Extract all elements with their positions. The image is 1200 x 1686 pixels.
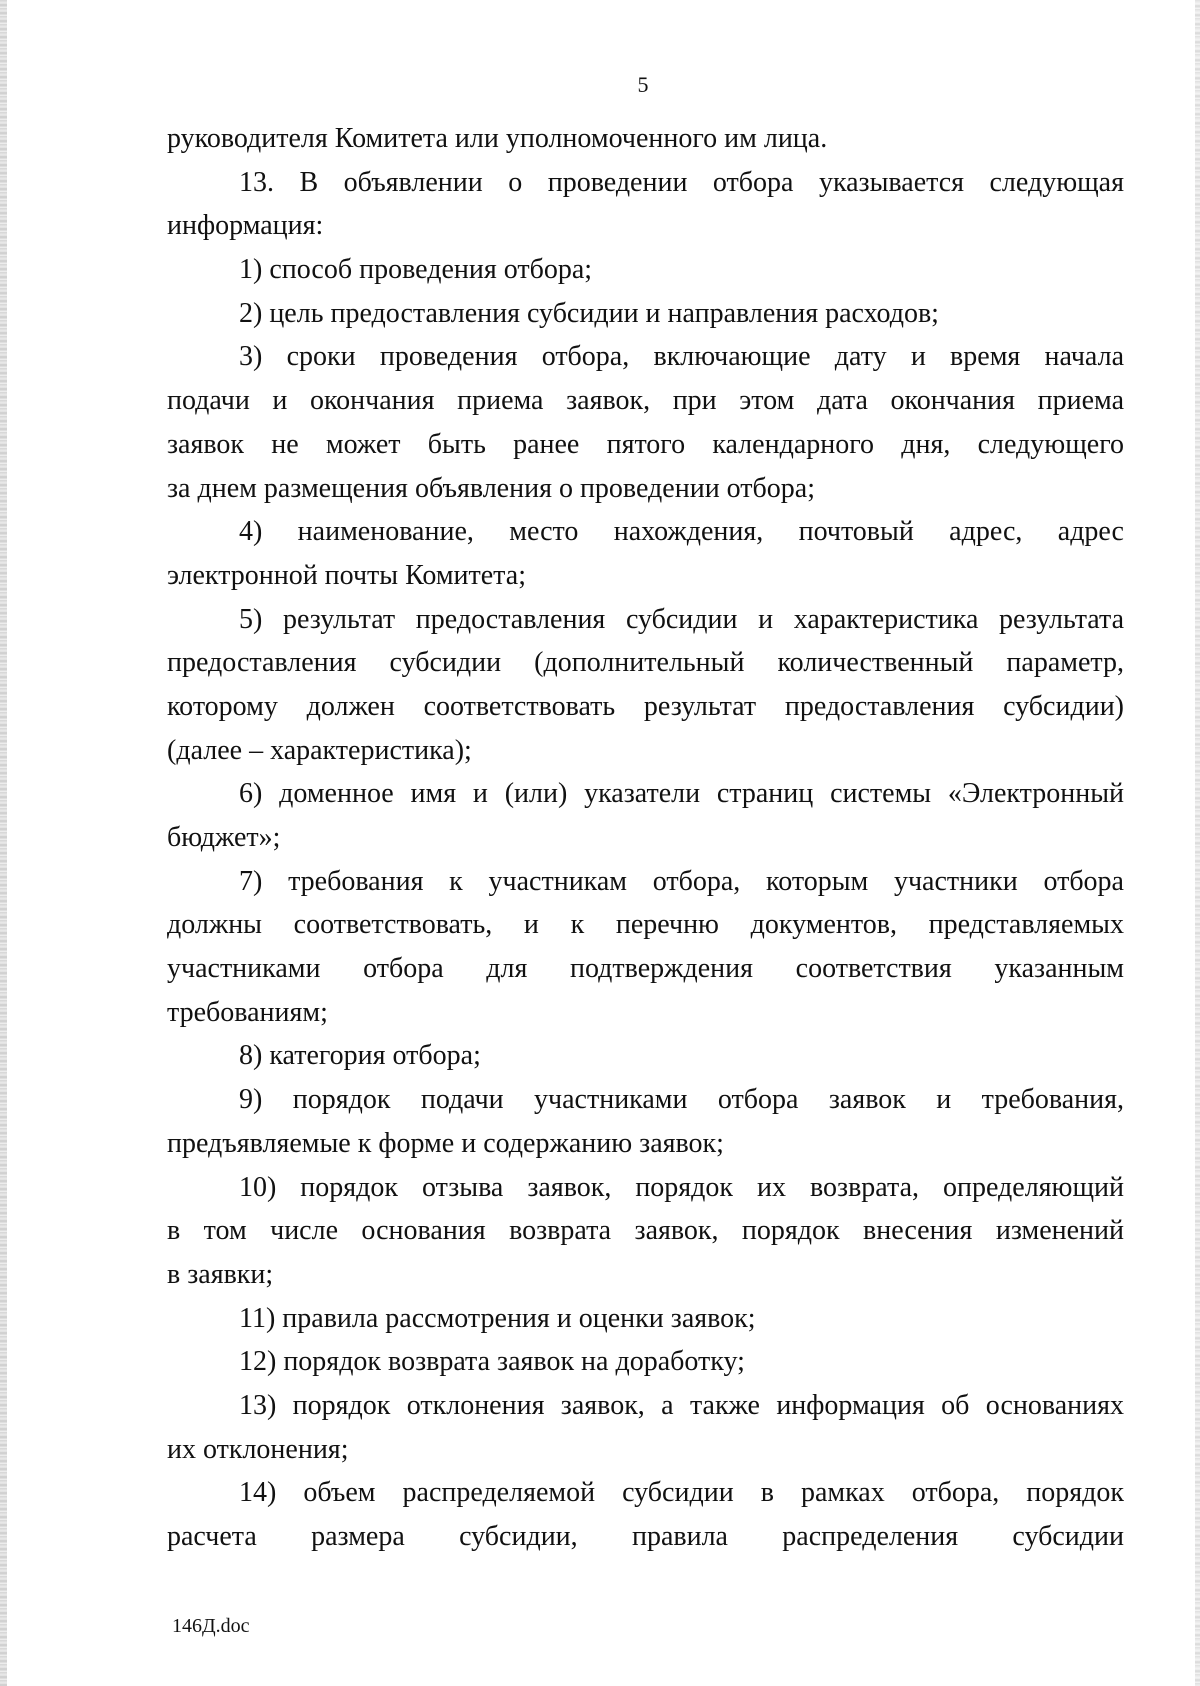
text-line: 13. В объявлении о проведении отбора указывается следующая [239,166,1124,198]
text-line: 1) способ проведения отбора; [239,254,593,286]
scan-edge-left [0,0,7,1686]
text-line: в том числе основания возврата заявок, порядок внесения изменений [167,1215,1124,1247]
text-line: за днем размещения объявления о проведении отбора; [167,472,815,504]
text-line: информация: [167,210,324,242]
text-line: 6) доменное имя и (или) указатели страниц системы «Электронный [239,778,1124,810]
text-line: 3) сроки проведения отбора, включающие дату и время начала [239,341,1124,373]
text-line: бюджет»; [167,822,281,853]
text-line: их отклонения; [167,1433,349,1465]
text-line: требованиям; [167,996,328,1028]
text-line: (далее – характеристика); [167,734,472,766]
text-line: 5) результат предоставления субсидии и характеристика результата [239,603,1124,635]
text-line: 4) наименование, место нахождения, почтовый адрес, адрес [239,516,1124,548]
text-line: 7) требования к участникам отбора, которым участники отбора [239,865,1124,897]
text-line: подачи и окончания приема заявок, при этом дата окончания приема [167,385,1124,417]
text-line: в заявки; [167,1258,274,1290]
text-line: предъявляемые к форме и содержанию заявок; [167,1127,724,1159]
text-line: участниками отбора для подтверждения соответствия указанным [167,953,1124,985]
text-line: 9) порядок подачи участниками отбора заявок и требования, [239,1084,1124,1116]
text-line: расчета размера субсидии, правила распределения субсидии [167,1521,1124,1552]
text-line: 10) порядок отзыва заявок, порядок их возврата, определяющий [239,1171,1124,1203]
text-line: должны соответствовать, и к перечню документов, представляемых [167,909,1124,941]
text-line: руководителя Комитета или уполномоченного им лица. [167,123,828,154]
text-line: 11) правила рассмотрения и оценки заявок; [239,1302,756,1334]
text-line: заявок не может быть ранее пятого календарного дня, следующего [167,428,1124,460]
text-line: 12) порядок возврата заявок на доработку; [239,1346,745,1378]
text-line: 14) объем распределяемой субсидии в рамках отбора, порядок [239,1477,1124,1509]
text-line: 8) категория отбора; [239,1040,481,1072]
file-name-footer: 146Д.doc [172,1615,250,1637]
text-line: 2) цель предоставления субсидии и направления расходов; [239,297,939,329]
text-line: предоставления субсидии (дополнительный количественный параметр, [167,647,1124,679]
scan-edge-right [1195,0,1200,1686]
text-line: 13) порядок отклонения заявок, а также информация об основаниях [239,1389,1124,1421]
page-number: 5 [637,72,649,97]
text-line: электронной почты Комитета; [167,559,526,591]
text-line: которому должен соответствовать результат предоставления субсидии) [167,690,1124,722]
document-body [167,117,1124,1559]
